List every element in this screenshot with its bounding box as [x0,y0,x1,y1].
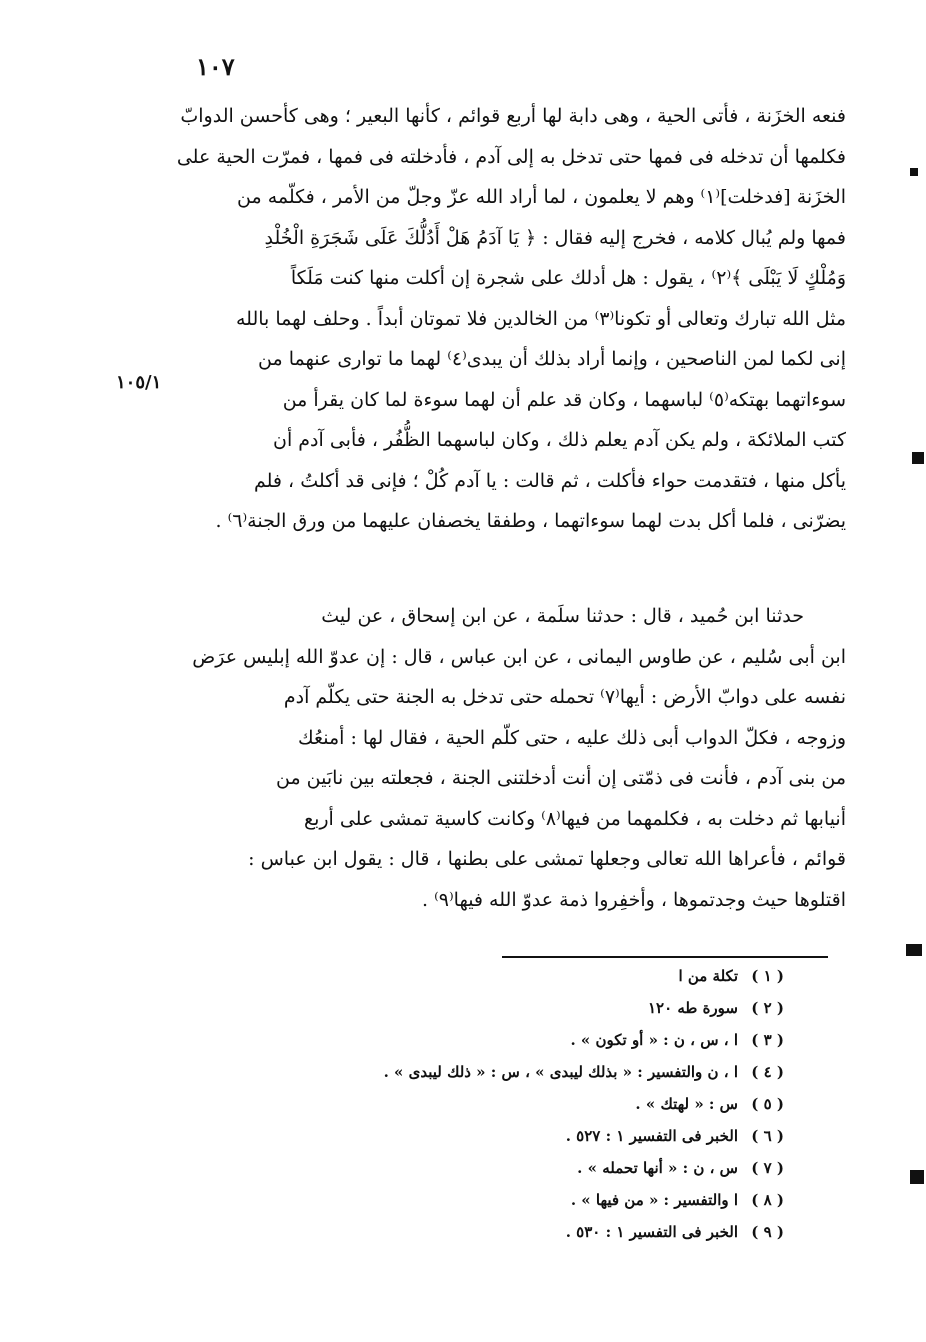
footnote-number: ( ١ ) [751,967,784,985]
text-line: كتب الملائكة ، ولم يكن آدم يعلم ذلك ، وكان لباسهما الظُّفُر ، فأبى آدم أن [273,429,846,451]
text-line: فمها ولم يُبال كلامه ، فخرج إليه فقال : ﴿ يَا آدَمُ هَلْ أَدُلُّكَ عَلَى شَجَرَةِ الْخُلْدِ [264,226,846,249]
footnote-text: تكلة من ا [678,967,738,985]
footnote-number: ( ٢ ) [751,999,784,1017]
footnote-text: سورة طه ١٢٠ [647,999,738,1017]
text-line: الخزَنة [فدخلت]⁽١⁾ وهم لا يعلمون ، لما أراد الله عزّ وجلّ من الأمر ، فكلّمه من [237,186,846,208]
text-line: فنعه الخزَنة ، فأتى الحية ، وهى دابة لها أربع قوائم ، كأنها البعير ؛ وهى كأحسن الدوابّ [180,105,846,127]
text-line: نفسه على دوابّ الأرض : أيها⁽٧⁾ تحمله حتى تدخل به الجنة حتى يكلّم آدم [283,686,846,708]
footnote-number: ( ٤ ) [751,1063,784,1081]
footnote [324,1120,784,1152]
footnote [324,1216,784,1248]
text-line: يأكل منها ، فتقدمت حواء فأكلت ، ثم قالت : يا آدم كُلْ ؛ فإنى قد أكلتُ ، فلم [254,469,846,492]
text-line: ابن أبى سُليم ، عن طاوس اليمانى ، عن ابن عباس ، قال : إن عدوّ الله إبليس عرَض [192,645,846,668]
footnote-divider [502,956,828,958]
footnote-text: س : « لهتك » . [635,1095,738,1113]
text-line: اقتلوها حيث وجدتموها ، وأخفِروا ذمة عدوّ الله فيها⁽٩⁾ . [422,888,846,911]
footnote [324,1184,784,1216]
scan-mark [910,1170,924,1184]
text-line: من بنى آدم ، فأنت فى ذمّتى إن أنت أدخلتنى الجنة ، فجعلته بين نابَين من [276,767,846,789]
margin-reference: ١٠٥/١ [116,372,162,393]
paragraph-2 [176,596,846,920]
footnote [324,960,784,992]
scan-mark [910,168,918,176]
footnote [324,1152,784,1184]
text-line: فكلمها أن تدخله فى فمها حتى تدخل به إلى آدم ، فأدخلته فى فمها ، فمرّت الحية على [176,145,846,168]
footnote [324,1024,784,1056]
paragraph-1 [176,96,846,542]
footnote-text: ا ، س ، ن : « أو تكون » . [570,1031,738,1049]
text-line: حدثنا ابن حُميد ، قال : حدثنا سلَمة ، عن ابن إسحاق ، عن ليث [321,605,804,627]
footnote [324,992,784,1024]
footnote-text: ا ، ن والتفسير : « بذلك ليبدى » ، س : « ذلك ليبدى » . [383,1063,738,1081]
footnote-text: الخبر فى التفسير ١ : ٥٣٠ . [565,1223,738,1241]
text-line: يضرّنى ، فلما أكل بدت لهما سوءاتهما ، وطفقا يخصفان عليهما من ورق الجنة⁽٦⁾ . [215,510,846,532]
text-line: وزوجه ، فكلّ الدواب أبى ذلك عليه ، حتى كلّم الحية ، فقال لها : أمنعُك [298,726,846,749]
footnote-number: ( ٥ ) [751,1095,784,1113]
footnote [324,1088,784,1120]
text-line: سوءاتهما بهتكه⁽٥⁾ لباسهما ، وكان قد علم أن لهما سوءة لما كان يقرأ من [282,388,846,411]
scan-mark [906,944,922,956]
footnote [324,1056,784,1088]
text-line: قوائم ، فأعراها الله تعالى وجعلها تمشى على بطنها ، قال : يقول ابن عباس : [248,848,846,870]
text-line: أنيابها ثم دخلت به ، فكلمهما من فيها⁽٨⁾ وكانت كاسية تمشى على أربع [303,807,846,830]
footnote-text: الخبر فى التفسير ١ : ٥٢٧ . [565,1127,738,1145]
footnote-text: ا والتفسير : « من فيها » . [570,1191,738,1209]
text-line: وَمُلْكٍ لَا يَبْلَى ﴾⁽٢⁾ ، يقول : هل أدلك على شجرة إن أكلت منها كنت مَلَكاً [290,267,846,289]
footnote-text: س ، ن : « أنها تحمله » . [577,1159,738,1177]
text-line: إنى لكما لمن الناصحين ، وإنما أراد بذلك أن يبدى⁽٤⁾ لهما ما توارى عنهما من [258,348,846,370]
scan-mark [912,452,924,464]
footnotes [324,960,784,1248]
footnote-number: ( ٨ ) [751,1191,784,1209]
footnote-number: ( ٧ ) [751,1159,784,1177]
page-number: ١٠٧ [196,52,235,81]
text-line: مثل الله تبارك وتعالى أو تكونا⁽٣⁾ من الخالدين فلا تموتان أبداً . وحلف لهما بالله [236,307,846,330]
footnote-number: ( ٣ ) [751,1031,784,1049]
footnote-number: ( ٩ ) [751,1223,784,1241]
footnote-number: ( ٦ ) [751,1127,784,1145]
